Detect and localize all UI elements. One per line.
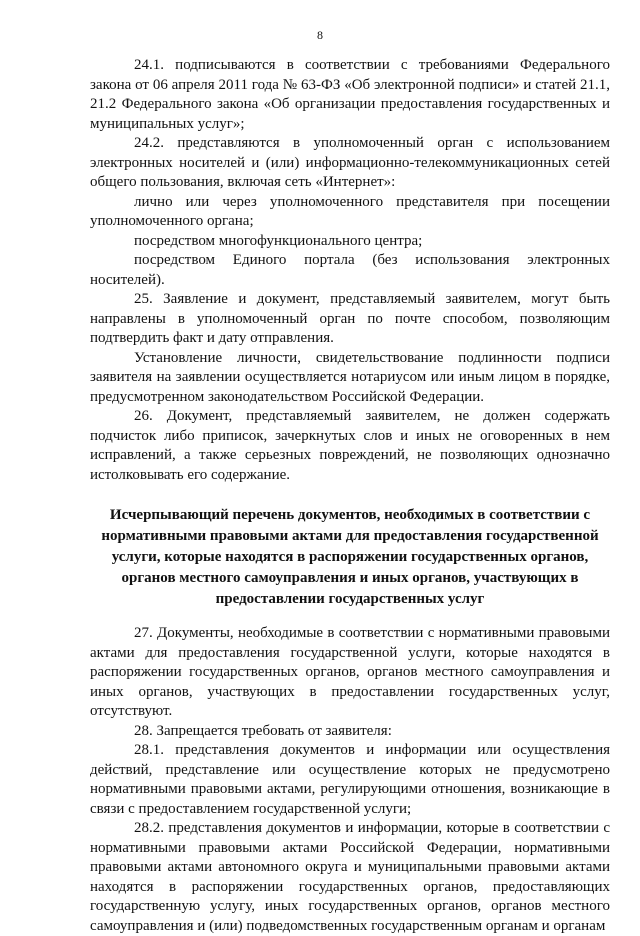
paragraph-25: 25. Заявление и документ, представляемый заявителем, могут быть направлены в уполномоченный орган по почте способом, позволяющим подтвердить факт и дату отправления. [90,291,610,346]
paragraph-27: 27. Документы, необходимые в соответствии с нормативными правовыми актами для предоставления государственной услуги, которые находятся в распоряжении государственных органов, органов местного самоуправления и иных органов, участвующих в предоставлении государственных услуг, отсутствуют. [90,625,610,719]
list-item-portal: посредством Единого портала (без использования электронных носителей). [90,252,610,288]
document-body [90,56,610,936]
paragraph-28: 28. Запрещается требовать от заявителя: [134,722,392,739]
page-number: 8 [317,28,323,42]
paragraph-identity: Установление личности, свидетельствование подлинности подписи заявителя на заявлении осуществляется нотариусом или иным лицом в порядке, предусмотренном законодательством Российской Федерации. [90,349,610,405]
paragraph-24-2: 24.2. представляются в уполномоченный орган с использованием электронных носителей и (или) информационно-телекоммуникационных сетей общего пользования, включая сеть «Интернет»: [90,135,610,190]
paragraph-28-1: 28.1. представления документов и информации или осуществления действий, представление или осуществление которых не предусмотрено нормативными правовыми актами, регулирующими отношения, возникающие в связи с предоставлением государственной услуги; [90,742,610,817]
paragraph-26: 26. Документ, представляемый заявителем, не должен содержать подчисток либо приписок, зачеркнутых слов и иных не оговоренных в нем исправлений, а также серьезных повреждений, не позволяющих однозначно истолковывать его содержание. [90,408,610,483]
paragraph-24-1: 24.1. подписываются в соответствии с требованиями Федерального закона от 06 апреля 2011 года № 63-ФЗ «Об электронной подписи» и статей 21.1, 21.2 Федерального закона «Об организации предоставления государственных и муниципальных услуг»; [90,57,610,132]
paragraph-28-2: 28.2. представления документов и информации, которые в соответствии с нормативными правовыми актами Российской Федерации, нормативными правовыми актами автономного округа и муниципальными правовыми актами находятся в распоряжении государственных органов, предоставляющих государственную услугу, иных государственных органов, органов местного самоуправления и (или) подведомственных государственным органам и органам [90,820,610,934]
list-item-mfc: посредством многофункционального центра; [134,232,423,249]
section-heading: Исчерпывающий перечень документов, необходимых в соответствии с нормативными правовыми актами для предоставления государственной услуги, которые находятся в распоряжении государственных органов, органов местного самоуправления и иных органов, участвующих в предоставлении государственных услуг [101,507,599,607]
list-item-in-person: лично или через уполномоченного представителя при посещении уполномоченного органа; [90,193,610,229]
